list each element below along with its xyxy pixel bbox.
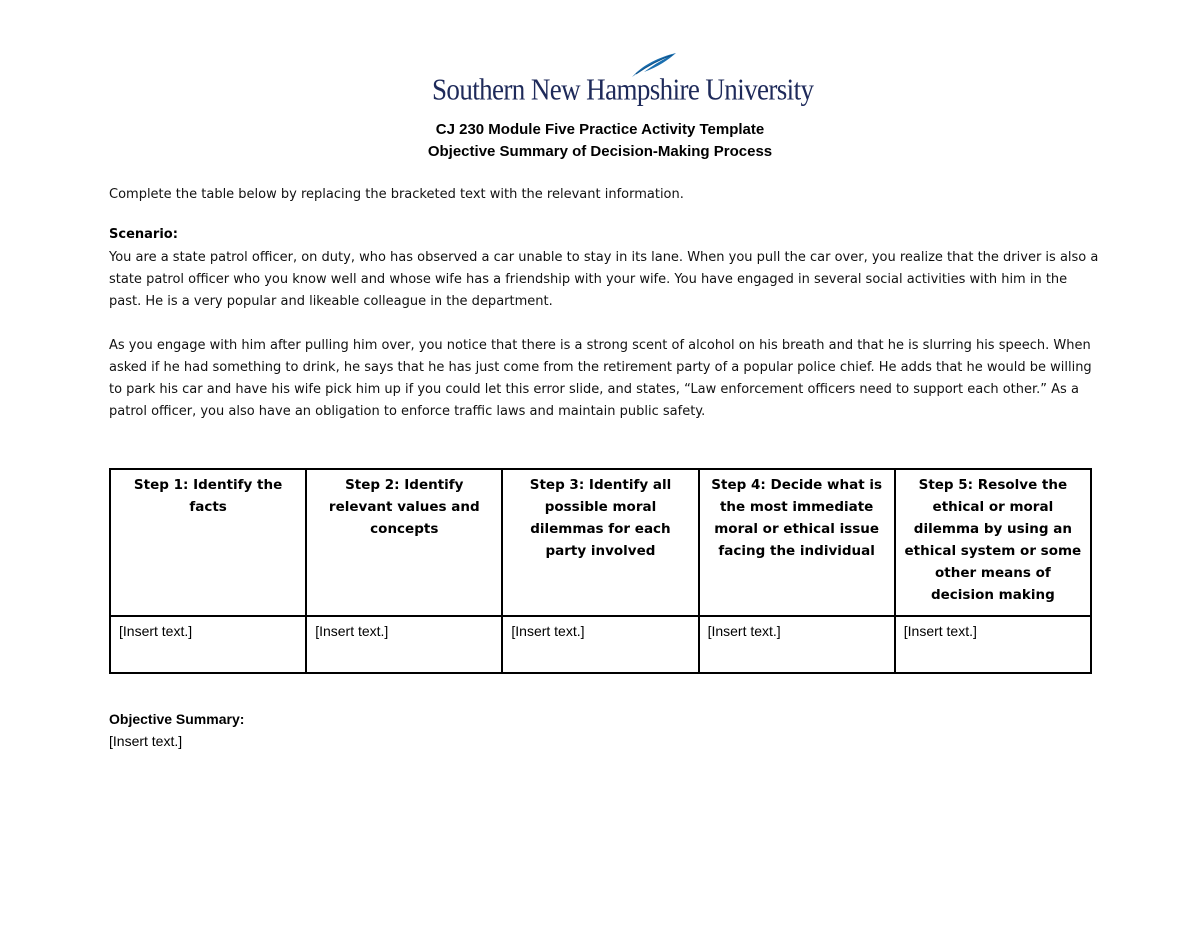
table-row [110,616,1091,673]
cell-step-5[interactable]: [Insert text.] [895,616,1091,673]
header-step-3: Step 3: Identify all possible moral dilemmas for each party involved [502,469,698,616]
objective-summary-heading: Objective Summary: [109,711,245,727]
cell-step-1[interactable]: [Insert text.] [110,616,306,673]
header-step-4: Step 4: Decide what is the most immediate moral or ethical issue facing the individual [699,469,895,616]
scenario-paragraph-2: As you engage with him after pulling him over, you notice that there is a strong scent of alcohol on his breath and that he is slurring his speech. When asked if he had something to drink, he says that he has just come from the retirement party of a popular police chief. He adds that he would be willing to park his car and have his wife pick him up if you could let this error slide, and states, “Law enforcement officers need to support each other.” As a patrol officer, you also have an obligation to enforce traffic laws and maintain public safety. [109,338,1092,419]
header-step-2: Step 2: Identify relevant values and concepts [306,469,502,616]
university-logo [432,52,814,107]
document-title: CJ 230 Module Five Practice Activity Template [435,121,765,138]
cell-step-3[interactable]: [Insert text.] [502,616,698,673]
scenario-heading: Scenario: [109,227,178,242]
cell-step-4[interactable]: [Insert text.] [699,616,895,673]
objective-summary-text[interactable]: [Insert text.] [109,733,183,749]
cell-step-2[interactable]: [Insert text.] [306,616,502,673]
table-header-row [110,469,1091,616]
header-step-5: Step 5: Resolve the ethical or moral dilemma by using an ethical system or some other means of decision making [895,469,1091,616]
document-subtitle: Objective Summary of Decision-Making Process [427,143,773,160]
logo-wordmark: Southern New Hampshire University [432,72,814,107]
instructions-text: Complete the table below by replacing the bracketed text with the relevant information. [109,187,684,202]
decision-steps-table [109,468,1092,674]
header-step-1: Step 1: Identify the facts [110,469,306,616]
scenario-paragraph-1: You are a state patrol officer, on duty, who has observed a car unable to stay in its lane. When you pull the car over, you realize that the driver is also a state patrol officer who you know well and whose wife has a friendship with your wife. You have engaged in several social activities with him in the past. He is a very popular and likeable colleague in the department. [109,250,1099,309]
